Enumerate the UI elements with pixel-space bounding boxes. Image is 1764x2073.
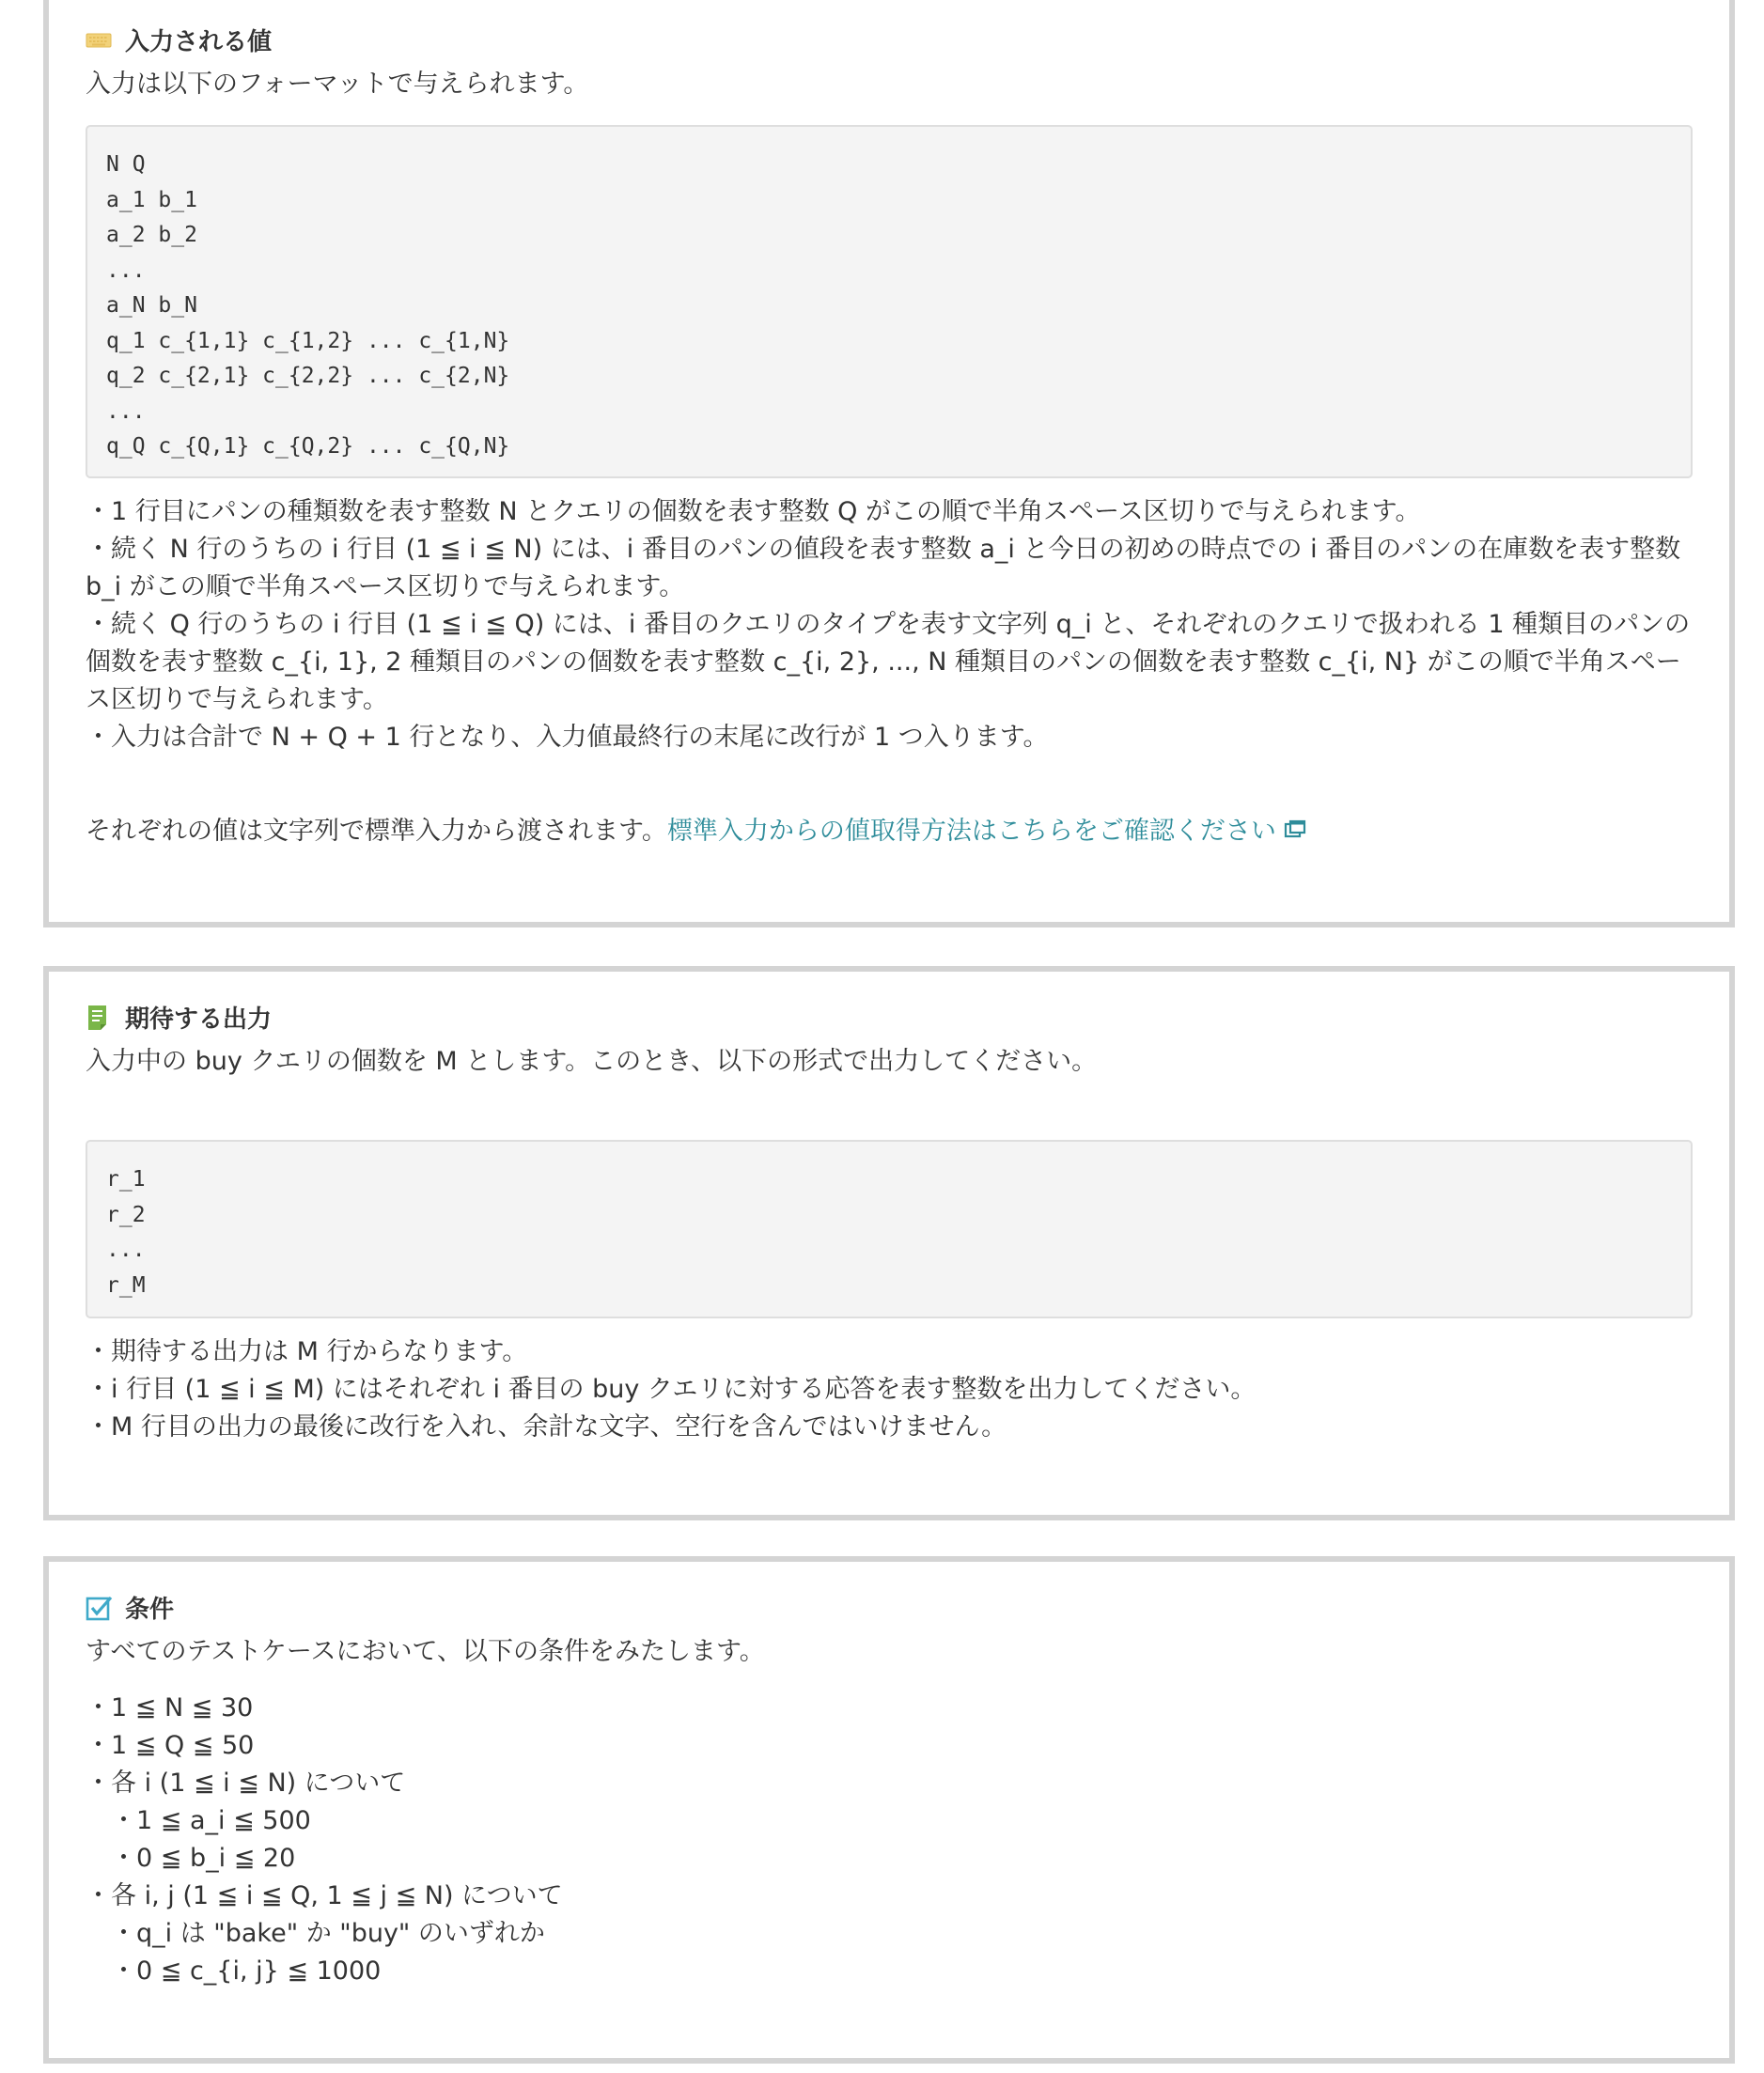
external-link-icon[interactable] [1284, 814, 1306, 851]
condition-item: ・1 ≦ N ≦ 30 [86, 1693, 254, 1722]
input-section-body [86, 23, 1693, 851]
output-heading [86, 1000, 1693, 1034]
condition-item: ・1 ≦ a_i ≦ 500 [86, 1806, 311, 1835]
output-section-body [86, 1000, 1693, 1446]
condition-item: ・各 i, j (1 ≦ i ≦ Q, 1 ≦ j ≦ N) について [86, 1881, 563, 1910]
output-bullet: ・期待する出力は M 行からなります。 [86, 1337, 528, 1366]
output-bullets [86, 1333, 1693, 1446]
condition-item: ・q_i は "bake" か "buy" のいずれか [86, 1919, 545, 1948]
output-bullet: ・i 行目 (1 ≦ i ≦ M) にはそれぞれ i 番目の buy クエリに対する応答を表す整数を出力してください。 [86, 1375, 1257, 1404]
stdin-help-link[interactable] [667, 817, 1306, 846]
input-format-code: N Q a_1 b_1 a_2 b_2 ... a_N b_N q_1 c_{1,1} c_{1,2} ... c_{1,N} q_2 c_{2,1} c_{2,2} ... c_{2,N} ... q_Q c_{Q,1} c_{Q,2} ... c_{Q,N} [86, 125, 1693, 478]
condition-item: ・1 ≦ Q ≦ 50 [86, 1731, 255, 1760]
input-bullet: ・入力は合計で N + Q + 1 行となり、入力値最終行の末尾に改行が 1 つ入ります。 [86, 723, 1049, 752]
conditions-list [86, 1690, 1693, 1990]
condition-item: ・0 ≦ c_{i, j} ≦ 1000 [86, 1956, 382, 1986]
input-heading-text: 入力される値 [125, 27, 273, 56]
output-bullet: ・M 行目の出力の最後に改行を入れ、余計な文字、空行を含んではいけません。 [86, 1412, 1007, 1442]
input-bullets [86, 493, 1693, 756]
conditions-section-body [86, 1590, 1693, 1990]
output-format-code: r_1 r_2 ... r_M [86, 1140, 1693, 1318]
input-bullet: ・1 行目にパンの種類数を表す整数 N とクエリの個数を表す整数 Q がこの順で半角スペース区切りで与えられます。 [86, 497, 1421, 526]
conditions-heading-text: 条件 [125, 1595, 175, 1624]
stdin-help-link-text[interactable]: 標準入力からの値取得方法はこちらをご確認ください [666, 817, 1276, 846]
checkbox-icon [86, 1594, 112, 1620]
conditions-section [43, 1556, 1735, 2064]
keyboard-icon [86, 26, 112, 53]
condition-item: ・0 ≦ b_i ≦ 20 [86, 1844, 296, 1873]
conditions-lead: すべてのテストケースにおいて、以下の条件をみたします。 [86, 1637, 765, 1666]
conditions-heading [86, 1590, 1693, 1624]
output-lead: 入力中の buy クエリの個数を M とします。このとき、以下の形式で出力してください。 [86, 1047, 1098, 1076]
input-note-line [86, 813, 1693, 851]
input-bullet: ・続く Q 行のうちの i 行目 (1 ≦ i ≦ Q) には、i 番目のクエリのタイプを表す文字列 q_i と、それぞれのクエリで扱われる 1 種類目のパンの個数を表す整数 c_{i, 1}, 2 種類目のパンの個数を表す整数 c_{i, 2}, ..., N 種類目のパンの個数を表す整数 c_{i, N} がこの順で半角スペース区切りで与えられます。 [86, 610, 1691, 714]
input-bullet: ・続く N 行のうちの i 行目 (1 ≦ i ≦ N) には、i 番目のパンの値段を表す整数 a_i と今日の初めの時点での i 番目のパンの在庫数を表す整数 b_i がこの順で半角スペース区切りで与えられます。 [86, 535, 1681, 601]
output-heading-text: 期待する出力 [125, 1005, 273, 1034]
document-icon [86, 1004, 112, 1030]
input-note: それぞれの値は文字列で標準入力から渡されます。 [86, 817, 667, 846]
input-section [43, 0, 1735, 927]
input-lead: 入力は以下のフォーマットで与えられます。 [86, 70, 589, 99]
input-heading [86, 23, 1693, 56]
output-section [43, 966, 1735, 1520]
condition-item: ・各 i (1 ≦ i ≦ N) について [86, 1769, 406, 1798]
